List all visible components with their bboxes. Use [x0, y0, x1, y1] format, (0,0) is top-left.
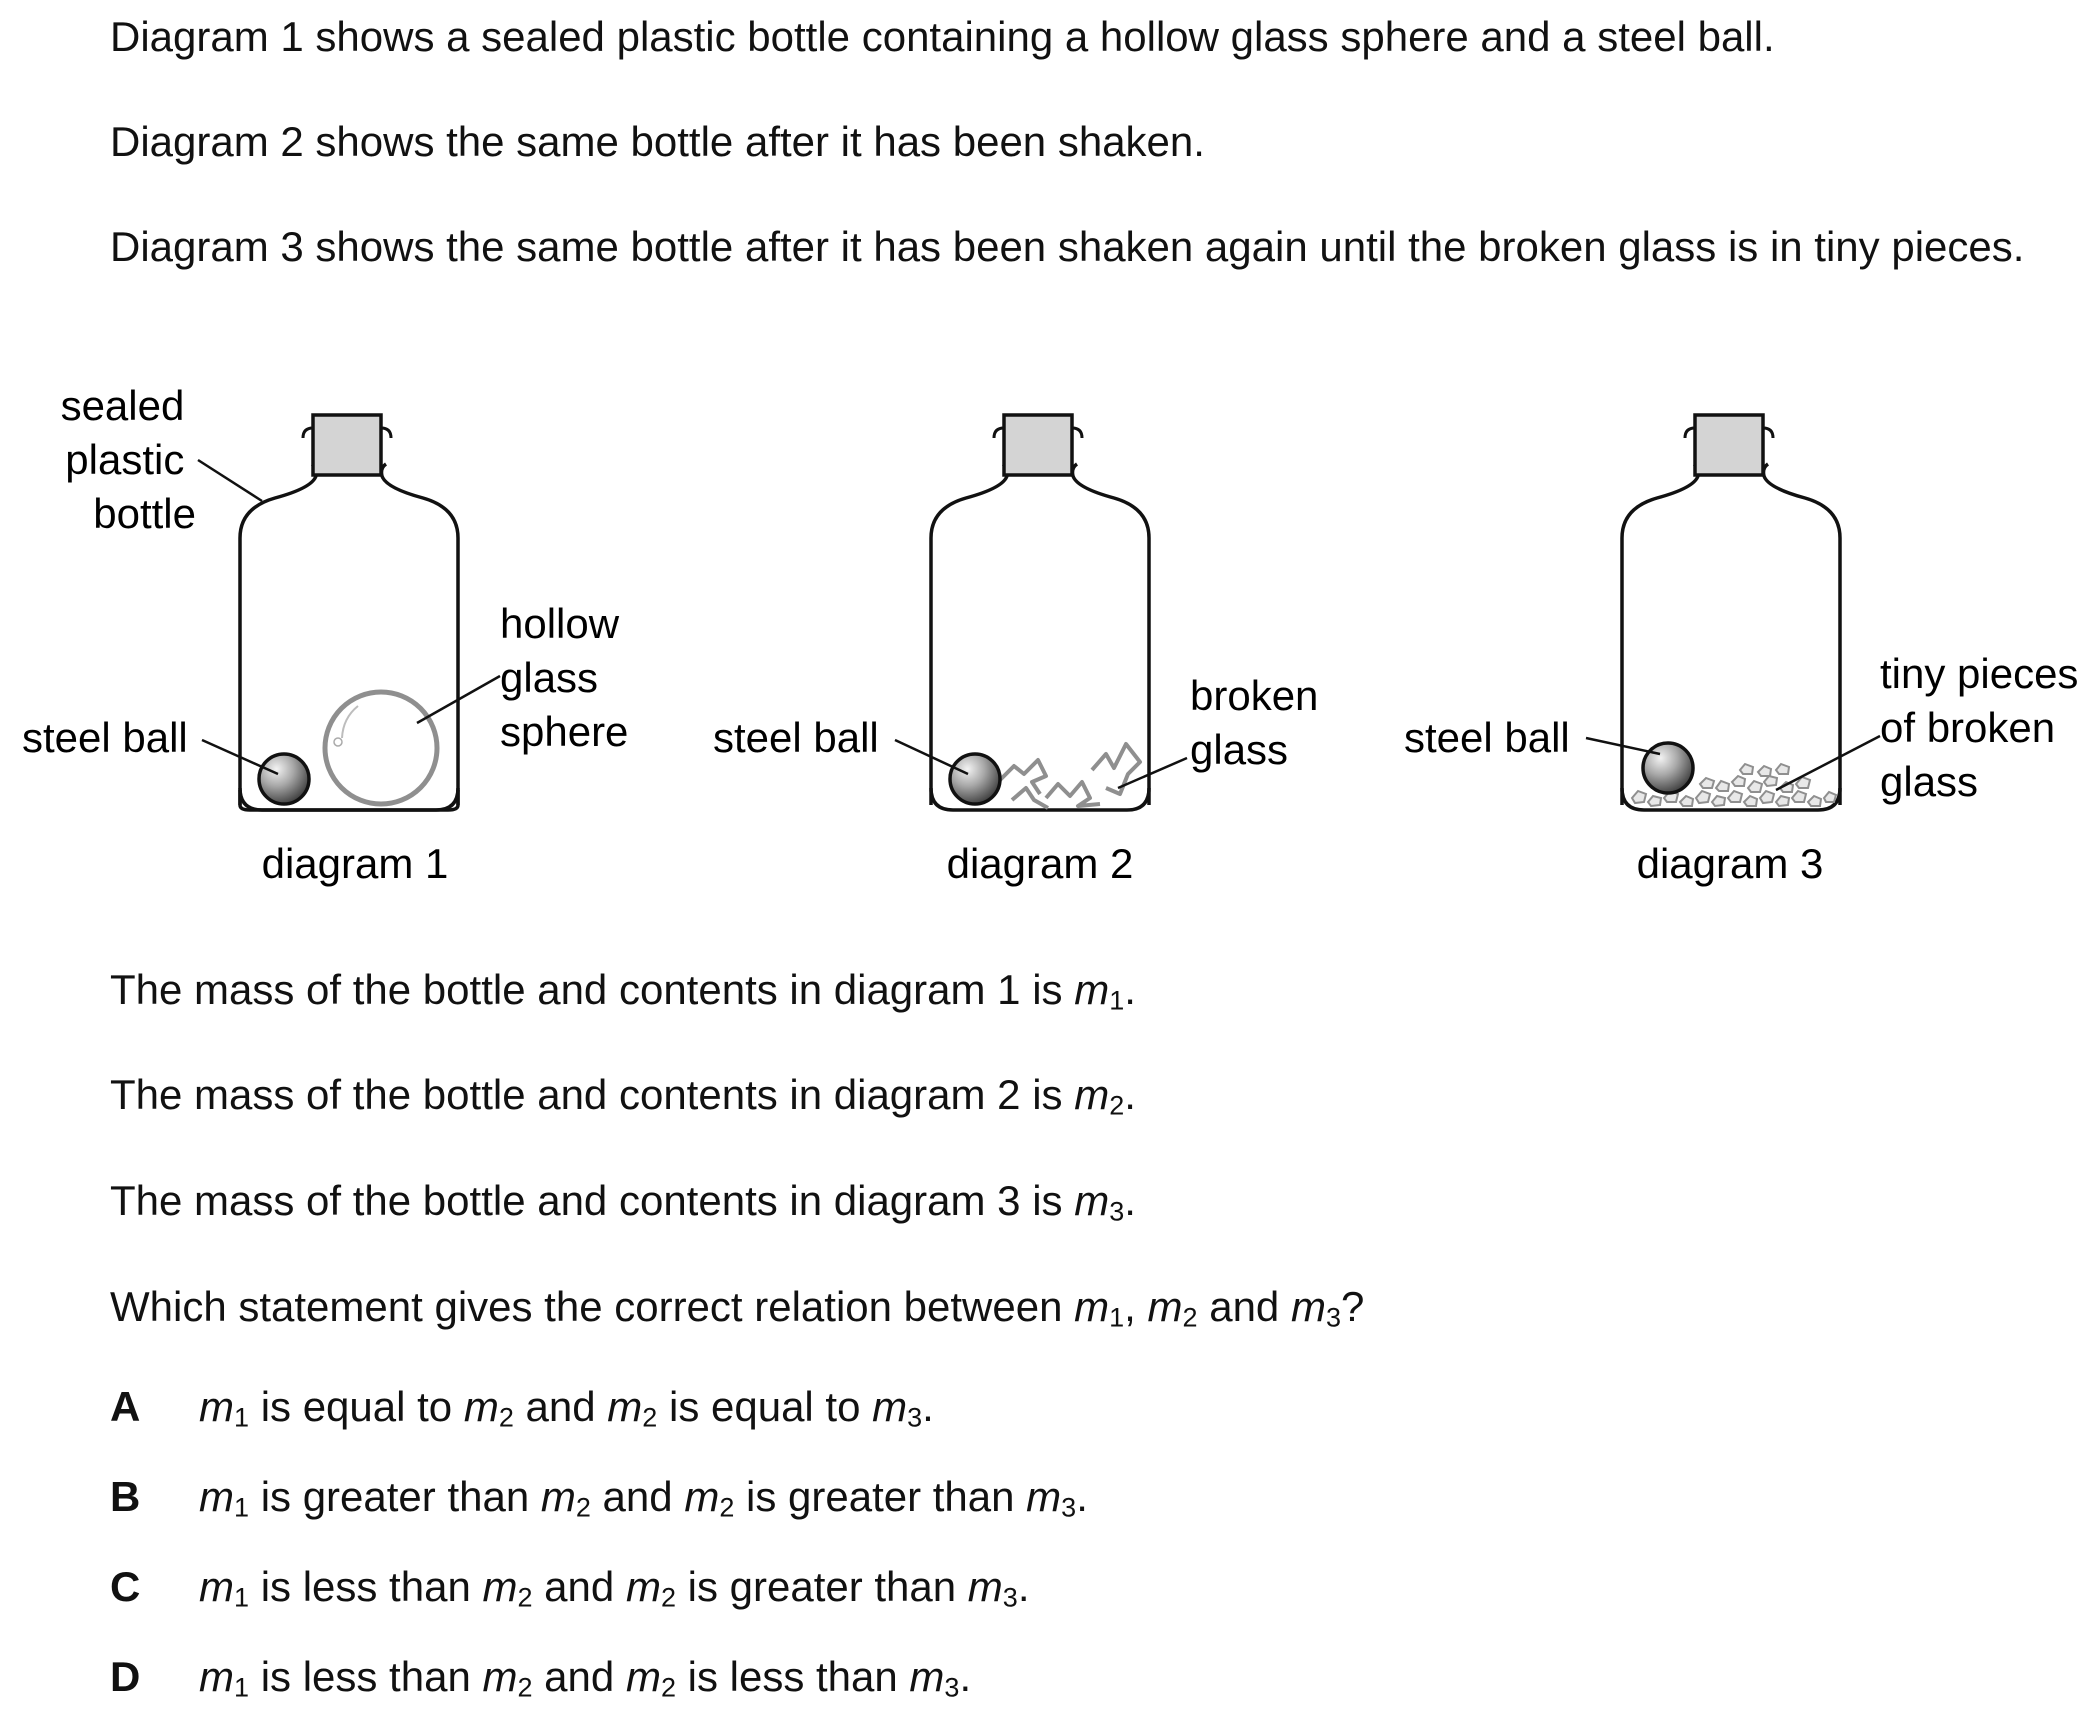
leader-tiny-glass	[1776, 736, 1880, 790]
diagram-2	[713, 415, 1330, 887]
option-text: $m_1$ is less than $m_2$ and $m_2$ is greater than $m_3$.	[199, 1563, 1030, 1613]
option-text: $m_1$ is greater than $m_2$ and $m_2$ is greater than $m_3$.	[199, 1473, 1088, 1523]
option-text: $m_1$ is equal to $m_2$ and $m_2$ is equal to $m_3$.	[199, 1383, 934, 1433]
question-text: Which statement gives the correct relation between $m_1$, $m_2$ and $m_3$?	[110, 1283, 1365, 1333]
bottle-diagrams-figure	[0, 370, 2100, 910]
label-sphere: hollow glass sphere	[500, 600, 629, 755]
mass-statement-3: The mass of the bottle and contents in diagram 3 is $m_3$.	[110, 1177, 1136, 1227]
label-tiny-glass: tiny pieces of broken glass	[1880, 650, 2079, 805]
bottle-cap	[1695, 415, 1763, 475]
caption-diagram-3: diagram 3	[1636, 840, 1824, 887]
diagram-3	[1404, 415, 2090, 887]
label-steel-ball: steel ball	[22, 714, 188, 761]
steel-ball	[950, 754, 1000, 804]
label-steel-ball: steel ball	[1404, 714, 1570, 761]
caption-diagram-2: diagram 2	[946, 840, 1134, 887]
intro-diagram-1: Diagram 1 shows a sealed plastic bottle containing a hollow glass sphere and a steel ball.	[110, 13, 1775, 60]
label-bottle: sealed plastic bottle	[60, 382, 196, 537]
label-steel-ball: steel ball	[713, 714, 879, 761]
mass-statement-2: The mass of the bottle and contents in diagram 2 is $m_2$.	[110, 1071, 1136, 1121]
bottle-cap	[1004, 415, 1072, 475]
diagram-1	[22, 382, 631, 887]
option-letter: B	[110, 1473, 141, 1520]
steel-ball	[259, 754, 309, 804]
option-letter: C	[110, 1563, 141, 1610]
option-text: $m_1$ is less than $m_2$ and $m_2$ is less than $m_3$.	[199, 1653, 972, 1703]
bottle-cap	[313, 415, 381, 475]
hollow-glass-sphere	[325, 692, 437, 804]
caption-diagram-1: diagram 1	[261, 840, 449, 887]
intro-diagram-2: Diagram 2 shows the same bottle after it has been shaken.	[110, 118, 1205, 165]
broken-glass	[1000, 744, 1140, 808]
label-broken-glass: broken glass	[1190, 672, 1319, 773]
mass-statement-1: The mass of the bottle and contents in diagram 1 is $m_1$.	[110, 966, 1136, 1016]
intro-diagram-3: Diagram 3 shows the same bottle after it has been shaken again until the broken glass is in tiny pieces.	[110, 223, 2025, 270]
option-letter: A	[110, 1383, 141, 1430]
option-letter: D	[110, 1653, 141, 1700]
steel-ball	[1643, 743, 1693, 793]
leader-bottle	[198, 460, 262, 501]
